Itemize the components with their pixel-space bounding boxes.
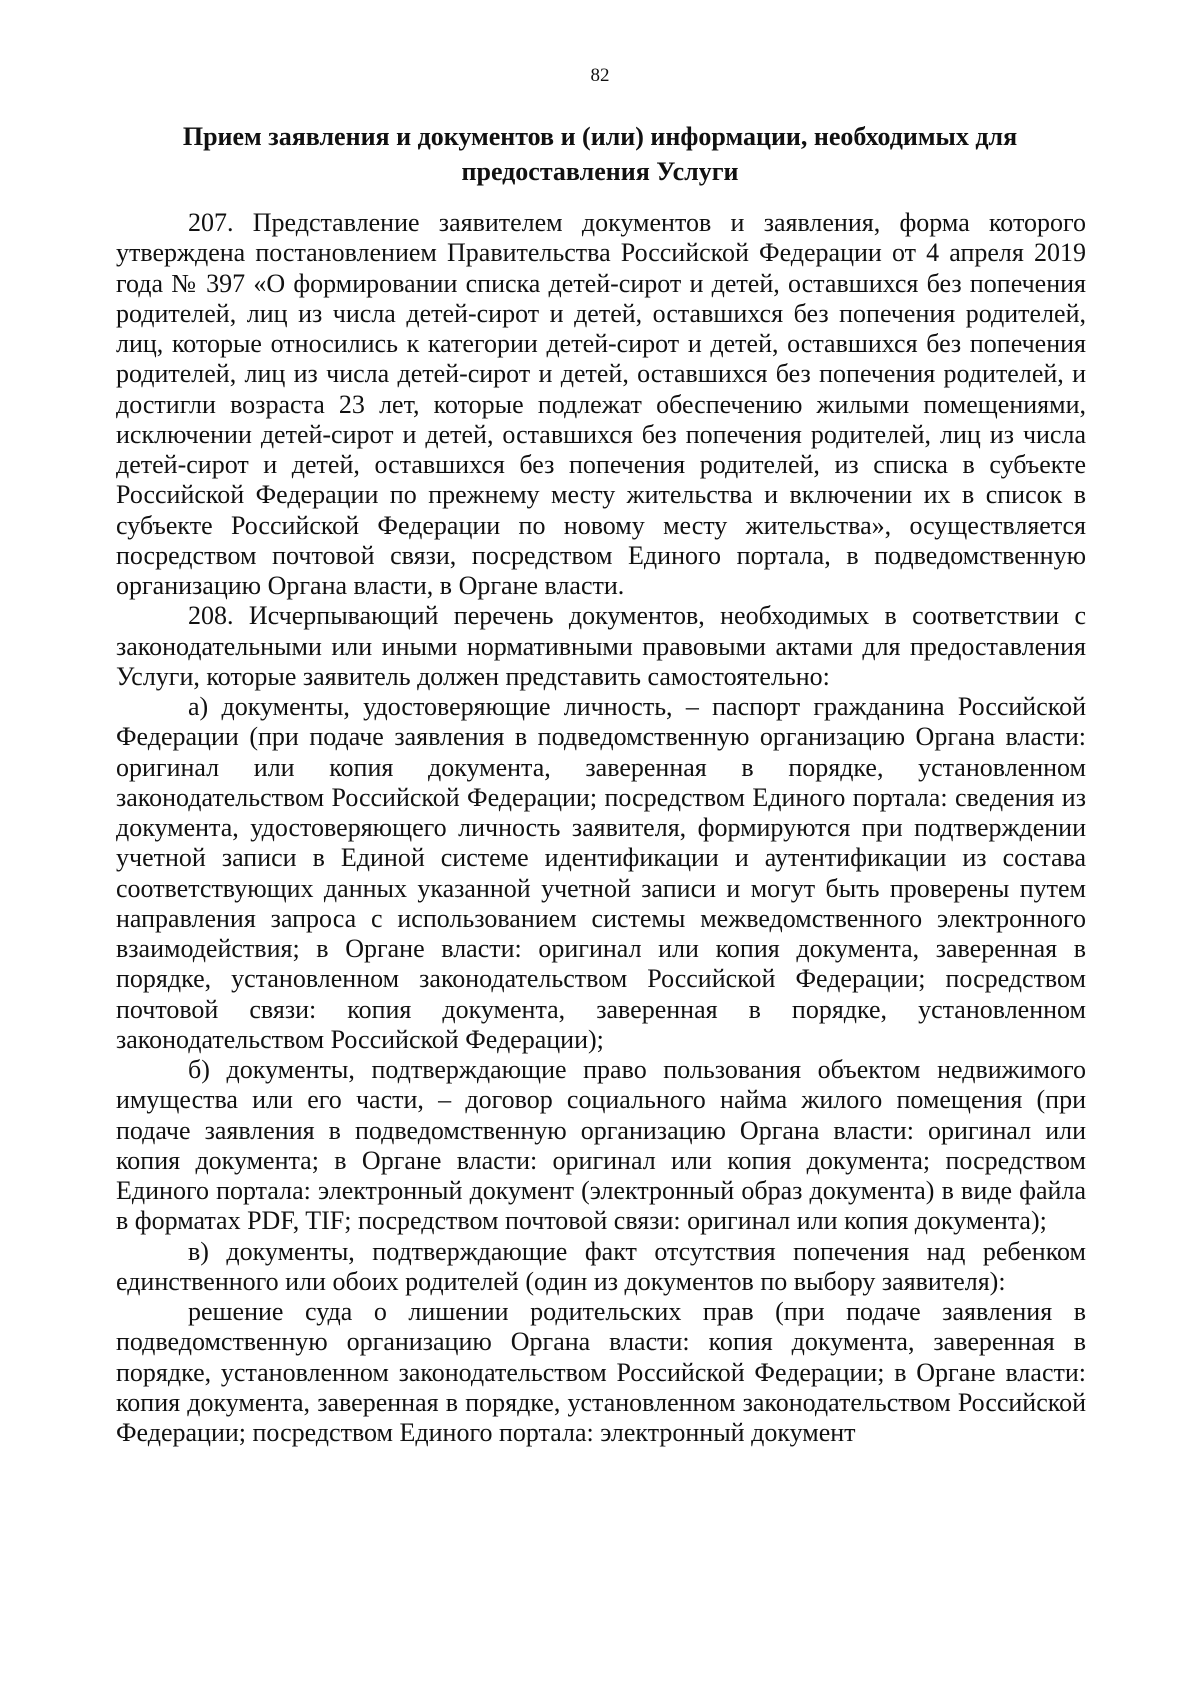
paragraph-court-decision: решение суда о лишении родительских прав (при подаче заявления в подведомственную организацию Органа власти: копия документа, заверенная в порядке, установленном законодательством Российской Федерации; в Органе власти: копия документа, заверенная в порядке, установленном законодательством Российской Федерации; посредством Единого портала: электронный документ (116, 1297, 1086, 1447)
section-title: Прием заявления и документов и (или) информации, необходимых для предоставления Услуги (182, 122, 1018, 186)
list-item-a: а) документы, удостоверяющие личность, – паспорт гражданина Российской Федерации (при подаче заявления в подведомственную организацию Органа власти: оригинал или копия документа, заверенная в порядке, установленном законодательством Российской Федерации; посредством Единого портала: сведения из документа, удостоверяющего личность заявителя, формируются при подтверждении учетной записи в Единой системе идентификации и аутентификации из состава соответствующих данных указанной учетной записи и могут быть проверены путем направления запроса с использованием системы межведомственного электронного взаимодействия; в Органе власти: оригинал или копия документа, заверенная в порядке, установленном законодательством Российской Федерации; посредством почтовой связи: копия документа, заверенная в порядке, установленном законодательством Российской Федерации); (116, 692, 1086, 1054)
paragraph-207: 207. Представление заявителем документов и заявления, форма которого утверждена постановлением Правительства Российской Федерации от 4 апреля 2019 года № 397 «О формировании списка детей-сирот и детей, оставшихся без попечения родителей, лиц из числа детей-сирот и детей, оставшихся без попечения родителей, лиц, которые относились к категории детей-сирот и детей, оставшихся без попечения родителей, лиц из числа детей-сирот и детей, оставшихся без попечения родителей, и достигли возраста 23 лет, которые подлежат обеспечению жилыми помещениями, исключении детей-сирот и детей, оставшихся без попечения родителей, лиц из числа детей-сирот и детей, оставшихся без попечения родителей, из списка в субъекте Российской Федерации по прежнему месту жительства и включении их в список в субъекте Российской Федерации по новому месту жительства», осуществляется посредством почтовой связи, посредством Единого портала, в подведомственную организацию Органа власти, в Органе власти. (116, 208, 1086, 600)
paragraph-208: 208. Исчерпывающий перечень документов, необходимых в соответствии с законодательными или иными нормативными правовыми актами для предоставления Услуги, которые заявитель должен представить самостоятельно: (116, 601, 1086, 691)
list-item-v: в) документы, подтверждающие факт отсутствия попечения над ребенком единственного или обоих родителей (один из документов по выбору заявителя): (116, 1236, 1086, 1296)
page-number: 82 (590, 65, 610, 86)
list-item-b: б) документы, подтверждающие право пользования объектом недвижимого имущества или его части, – договор социального найма жилого помещения (при подаче заявления в подведомственную организацию Органа власти: оригинал или копия документа; в Органе власти: оригинал или копия документа; посредством Единого портала: электронный документ (электронный образ документа) в виде файла в форматах PDF, TIF; посредством почтовой связи: оригинал или копия документа); (116, 1055, 1086, 1236)
document-body (116, 208, 1086, 1448)
